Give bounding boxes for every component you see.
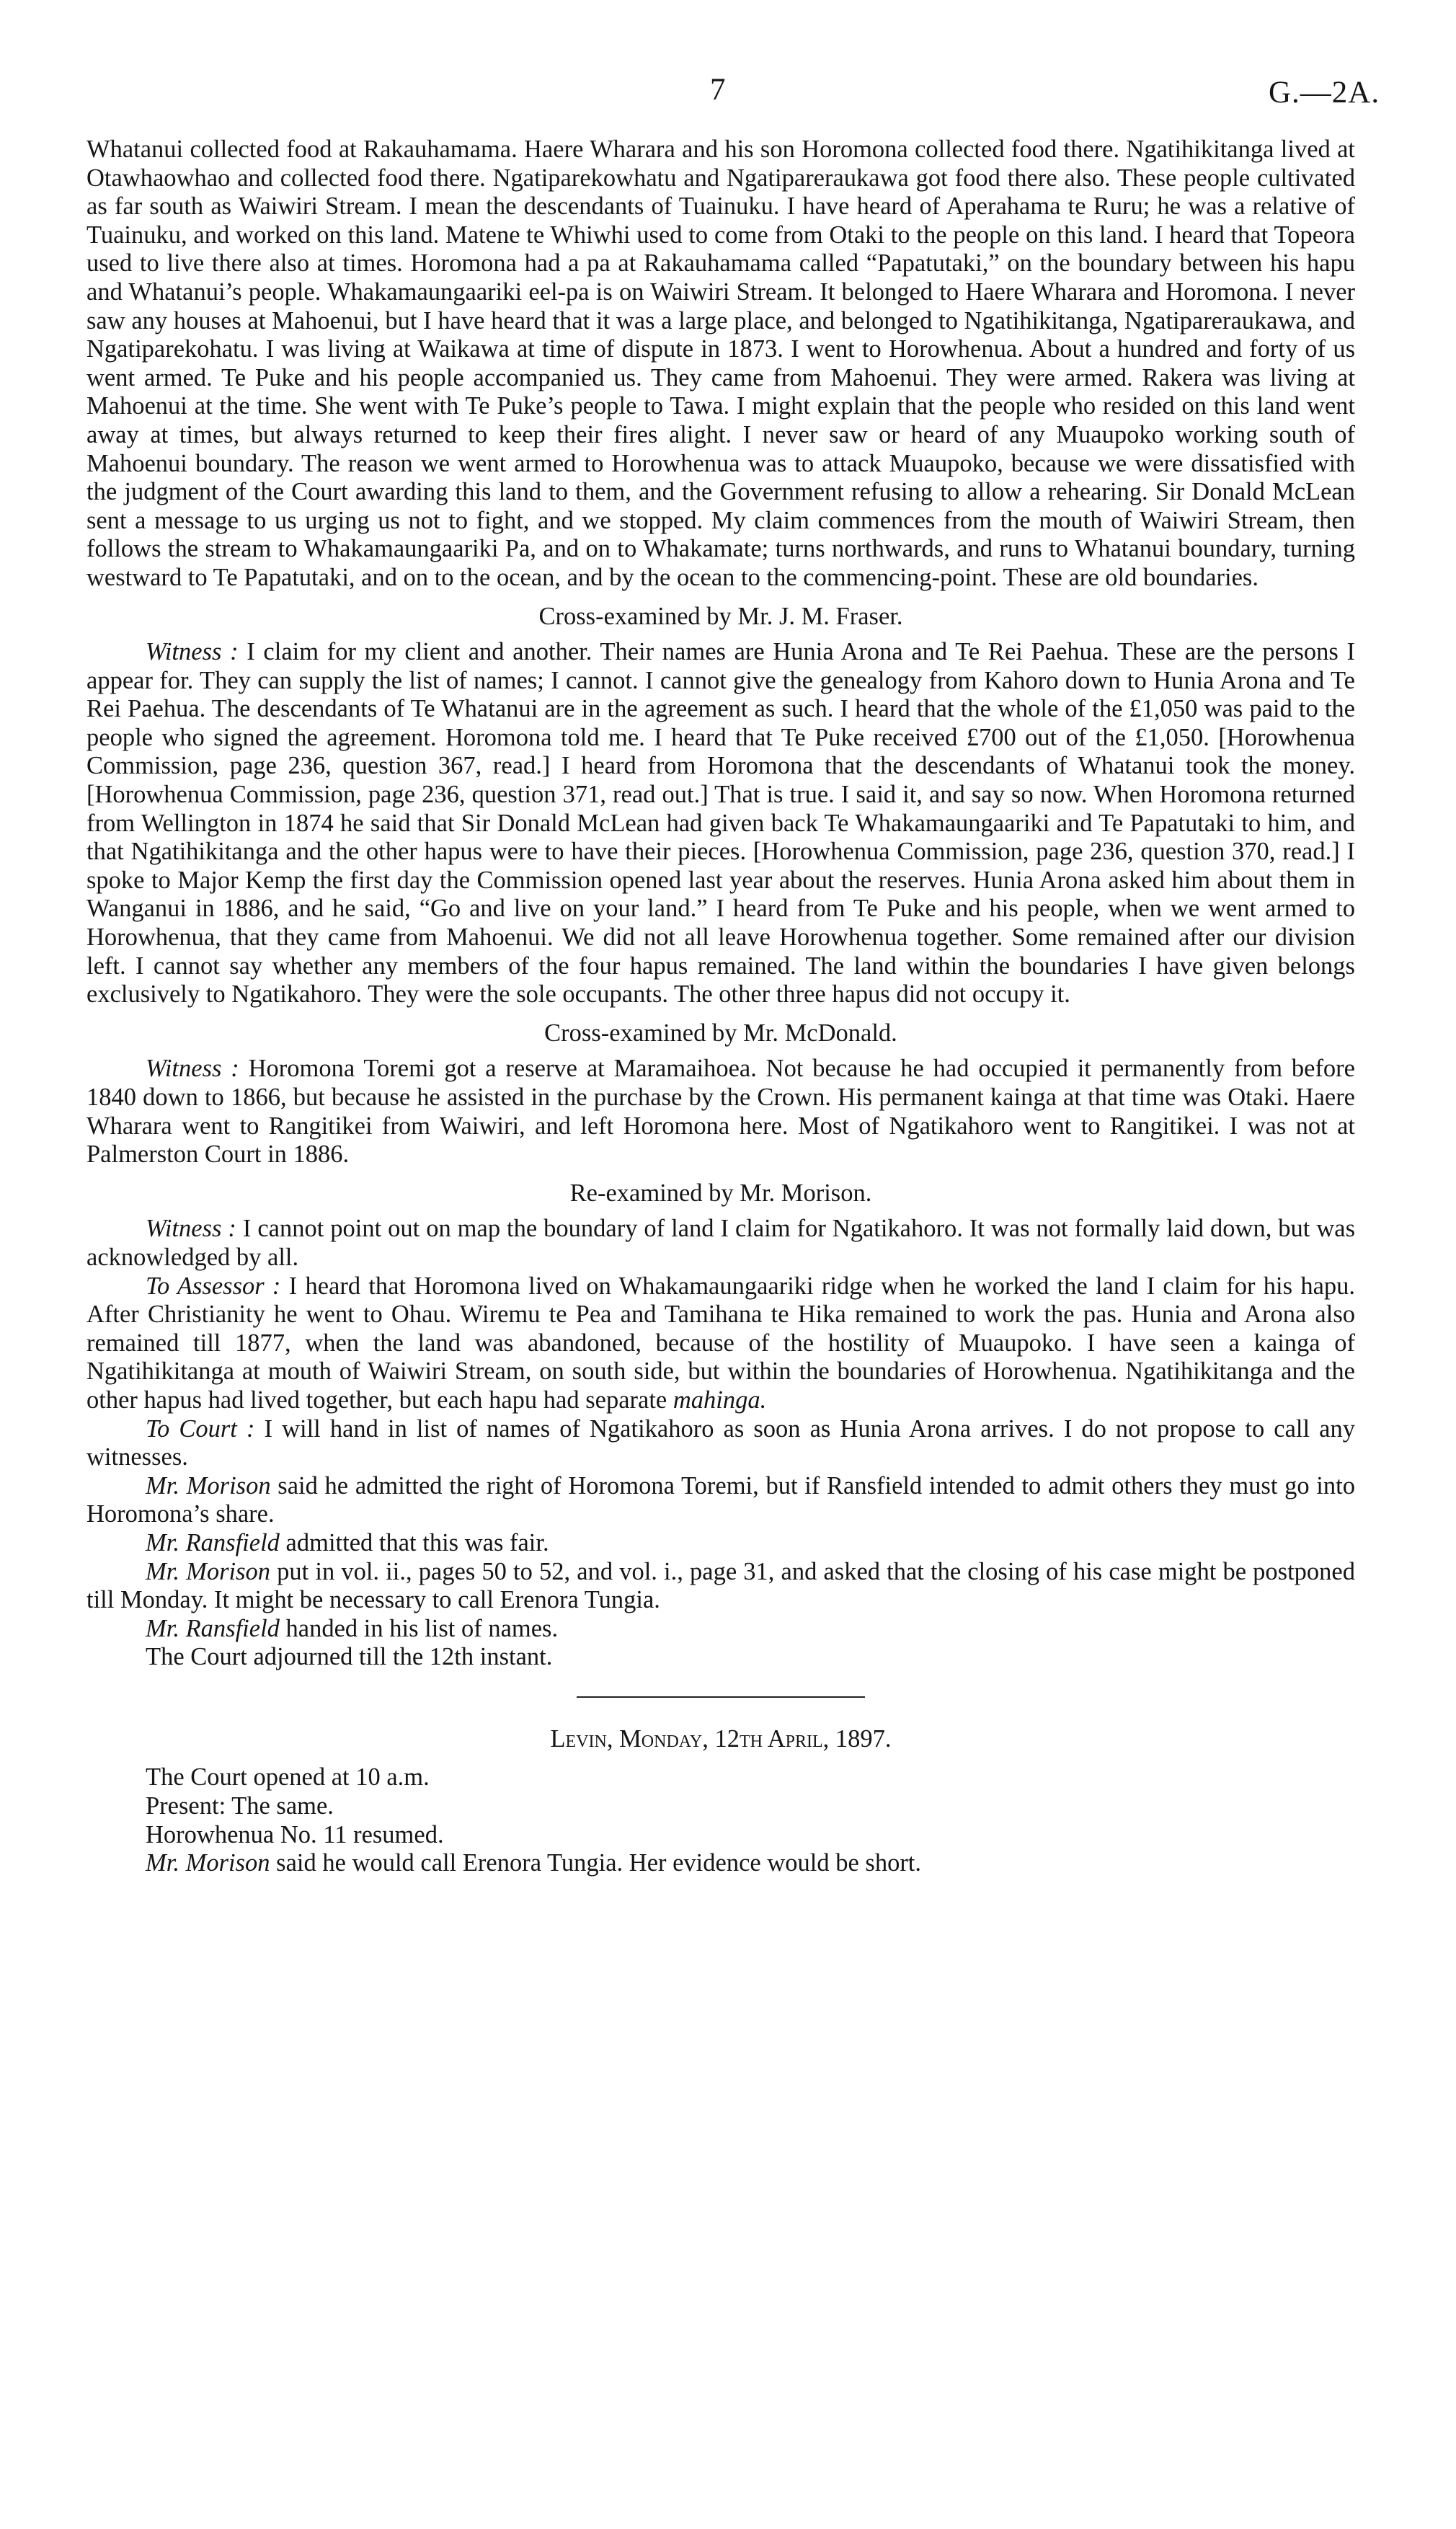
paragraph: The Court opened at 10 a.m. [146,1763,430,1791]
paragraph [86,1472,1355,1529]
document-body [86,136,1355,1878]
paragraph: Present: The same. [146,1792,334,1820]
paragraph [86,1215,1355,1272]
speaker-label: Witness : [146,1055,239,1083]
paragraph: The Court adjourned till the 12th instant. [146,1643,553,1671]
paragraph [86,1055,1355,1169]
paragraph [86,1415,1355,1472]
paragraph-text: put in vol. ii., pages 50 to 52, and vol. i., page 31, and asked that the closing of his case might be postponed till Monday. It might be necessary to call Erenora Tungia. [86,1557,1355,1614]
speaker-label: Mr. Morison [146,1557,271,1585]
paragraph-text: I claim for my client and another. Their names are Hunia Arona and Te Rei Paehua. These are the persons I appear for. They can supply the list of names; I cannot. I cannot give the genealogy from Kahoro down to Hunia Arona and Te Rei Paehua. The descendants of Te Whatanui are in the agreement as such. I heard that the whole of the £1,050 was paid to the people who signed the agreement. Horomona told me. I heard that Te Puke received £700 out of the £1,050. [Horowhenua Commission, page 236, question 367, read.] I heard from Horomona that the descendants of Whatanui took the money. [Horowhenua Commission, page 236, question 371, read out.] That is true. I said it, and say so now. When Horomona returned from Wellington in 1874 he said that Sir Donald McLean had given back Te Whakamaungaariki and Te Papatutaki to him, and that Ngatihikitanga and the other hapus were to have their pieces. [Horowhenua Commission, page 236, question 370, read.] I spoke to Major Kemp the first day the Commission opened last year about the reserves. Hunia Arona asked him about them in Wanganui in 1886, and he said, “Go and live on your land.” I heard from Te Puke and his people, when we went armed to Horowhenua, that they came from Mahoenui. We did not all leave Horowhenua together. Some remained after our division left. I cannot say whether any members of the four hapus remained. The land within the boundaries I have given belongs exclusively to Ngatikahoro. They were the sole occupants. The other three hapus did not occupy it. [86,638,1355,1009]
divider-rule [577,1696,865,1698]
paragraph [86,638,1355,1009]
speaker-label: Mr. Ransfield [146,1528,280,1556]
paragraph-text: I will hand in list of names of Ngatikahoro as soon as Hunia Arona arrives. I do not propose to call any witnesses. [86,1414,1355,1471]
date-heading: Levin, Monday, 12th April, 1897. [550,1724,892,1753]
paragraph-text: admitted that this was fair. [279,1528,549,1556]
speaker-label: Witness : [146,1215,236,1243]
document-reference: G.—2A. [1269,76,1380,110]
paragraph-text: said he admitted the right of Horomona Toremi, but if Ransfield intended to admit others they must go into Horomona’s share. [86,1471,1355,1528]
speaker-label: Witness : [146,638,239,666]
section-heading: Cross-examined by Mr. McDonald. [544,1019,897,1047]
paragraph-text: said he would call Erenora Tungia. Her evidence would be short. [270,1849,922,1877]
paragraph [86,1272,1355,1415]
section-heading: Cross-examined by Mr. J. M. Fraser. [538,602,903,630]
speaker-label: Mr. Morison [146,1471,271,1500]
paragraph [86,1849,1355,1878]
paragraph-text: handed in his list of names. [279,1614,559,1642]
page-number: 7 [710,73,726,107]
speaker-label: Mr. Morison [146,1849,270,1877]
paragraph: Whatanui collected food at Rakauhamama. Haere Wharara and his son Horomona collected food there. Ngatihikitanga lived at Otawhaowhao and collected food there. Ngatiparekowhatu and Ngatipareraukawa got food there also. These people cultivated as far south as Waiwiri Stream. I mean the descendants of Tuainuku. I have heard of Aperahama te Ruru; he was a relative of Tuainuku, and worked on this land. Matene te Whiwhi used to come from Otaki to the people on this land. I heard that Topeora used to live there also at times. Horomona had a pa at Rakauhamama called “Papatutaki,” on the boundary between his hapu and Whatanui’s people. Whakamaungaariki eel-pa is on Waiwiri Stream. It belonged to Haere Wharara and Horomona. I never saw any houses at Mahoenui, but I have heard that it was a large place, and belonged to Ngatihikitanga, Ngatipareraukawa, and Ngatiparekohatu. I was living at Waikawa at time of dispute in 1873. I went to Horowhenua. About a hundred and forty of us went armed. Te Puke and his people accompanied us. They came from Mahoenui. They were armed. Rakera was living at Mahoenui at the time. She went with Te Puke’s people to Tawa. I might explain that the people who resided on this land went away at times, but always returned to keep their fires alight. I never saw or heard of any Muaupoko working south of Mahoenui boundary. The reason we went armed to Horowhenua was to attack Muaupoko, because we were dissatisfied with the judgment of the Court awarding this land to them, and the Government refusing to allow a rehearing. Sir Donald McLean sent a message to us urging us not to fight, and we stopped. My claim commences from the mouth of Waiwiri Stream, then follows the stream to Whakamaungaariki Pa, and on to Whakamate; turns northwards, and runs to Whatanui boundary, turning westward to Te Papatutaki, and on to the ocean, and by the ocean to the commencing-point. These are old boundaries. [86,136,1355,591]
paragraph-text: I cannot point out on map the boundary of land I claim for Ngatikahoro. It was not formally laid down, but was acknowledged by all. [86,1215,1355,1271]
section-heading: Re-examined by Mr. Morison. [569,1179,872,1207]
paragraph: Horowhenua No. 11 resumed. [146,1820,444,1848]
speaker-label: To Assessor : [146,1272,281,1300]
paragraph [86,1615,1355,1644]
paragraph-text: Horomona Toremi got a reserve at Maramaihoea. Not because he had occupied it permanently from before 1840 down to 1866, but because he assisted in the purchase by the Crown. His permanent kainga at that time was Otaki. Haere Wharara went to Rangitikei from Waiwiri, and left Horomona here. Most of Ngatikahoro went to Rangitikei. I was not at Palmerston Court in 1886. [86,1055,1355,1169]
paragraph-text: I heard that Horomona lived on Whakamaungaariki ridge when he worked the land I claim for his hapu. After Christianity he went to Ohau. Wiremu te Pea and Tamihana te Hika remained to work the pas. Hunia and Arona also remained till 1877, when the land was abandoned, because of the hostility of Muaupoko. I have seen a kainga of Ngatihikitanga at mouth of Waiwiri Stream, on south side, but within the boundaries of Horowhenua. Ngatihikitanga and the other hapus had lived together, but each hapu had separate [86,1272,1356,1414]
paragraph [86,1558,1355,1615]
speaker-label: To Court : [146,1414,255,1443]
paragraph [86,1529,1355,1558]
section-divider [86,1672,1355,1725]
speaker-label: Mr. Ransfield [146,1614,280,1642]
italic-term: mahinga. [672,1386,767,1414]
